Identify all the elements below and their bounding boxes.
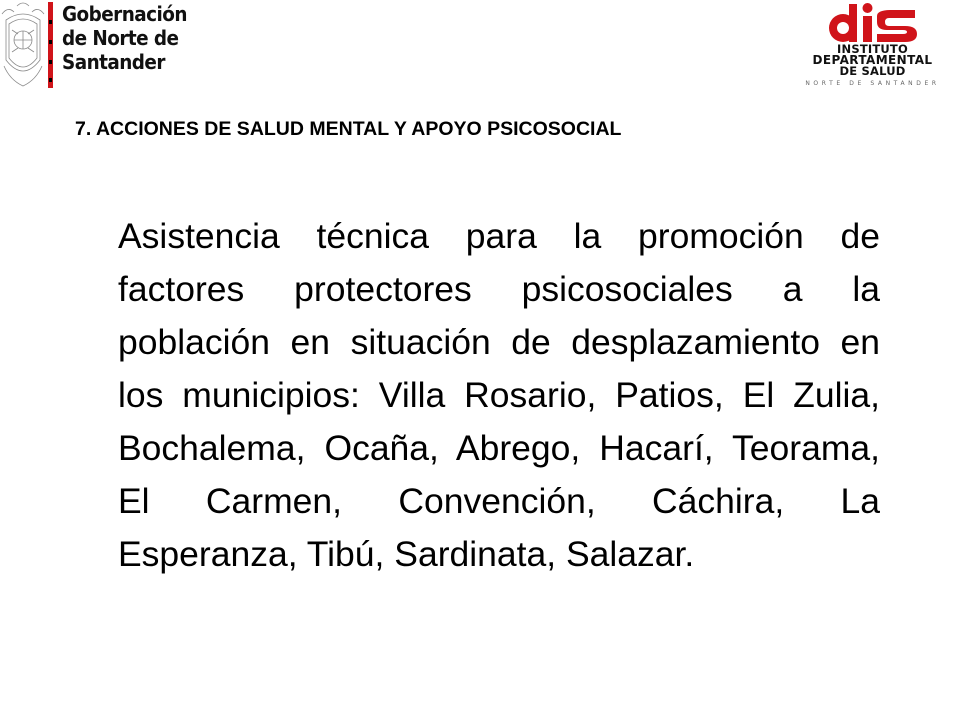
- gobernacion-logo-text: [62, 2, 187, 74]
- ids-mark-icon: [825, 0, 920, 48]
- coat-of-arms-icon: [0, 0, 46, 90]
- ids-logo-line: DE SALUD: [839, 64, 906, 78]
- gobernacion-logo: [0, 0, 190, 92]
- flag-stripe: [48, 2, 53, 88]
- gobernacion-logo-line: Santander: [62, 50, 165, 74]
- ids-logo: [790, 0, 955, 96]
- gobernacion-logo-line: Gobernación: [62, 2, 187, 26]
- slide-heading: 7. ACCIONES DE SALUD MENTAL Y APOYO PSICOSOCIAL: [75, 118, 622, 140]
- gobernacion-logo-line: de Norte de: [62, 26, 179, 50]
- ids-logo-text: [790, 44, 955, 77]
- slide-body-text: Asistencia técnica para la promoción de factores protectores psicosociales a la población en situación de desplazamiento en los municipios: Villa Rosario, Patios, El Zulia, Bochalema, Ocaña, Abrego, Hacarí, Teorama, El Carmen, Convención, Cáchira, La Esperanza, Tibú, Sardinata, Salazar.: [118, 216, 880, 574]
- ids-logo-line: DEPARTAMENTAL: [812, 53, 933, 67]
- ids-logo-subtitle: NORTE DE SANTANDER: [805, 80, 940, 87]
- ids-logo-line: INSTITUTO: [837, 42, 908, 56]
